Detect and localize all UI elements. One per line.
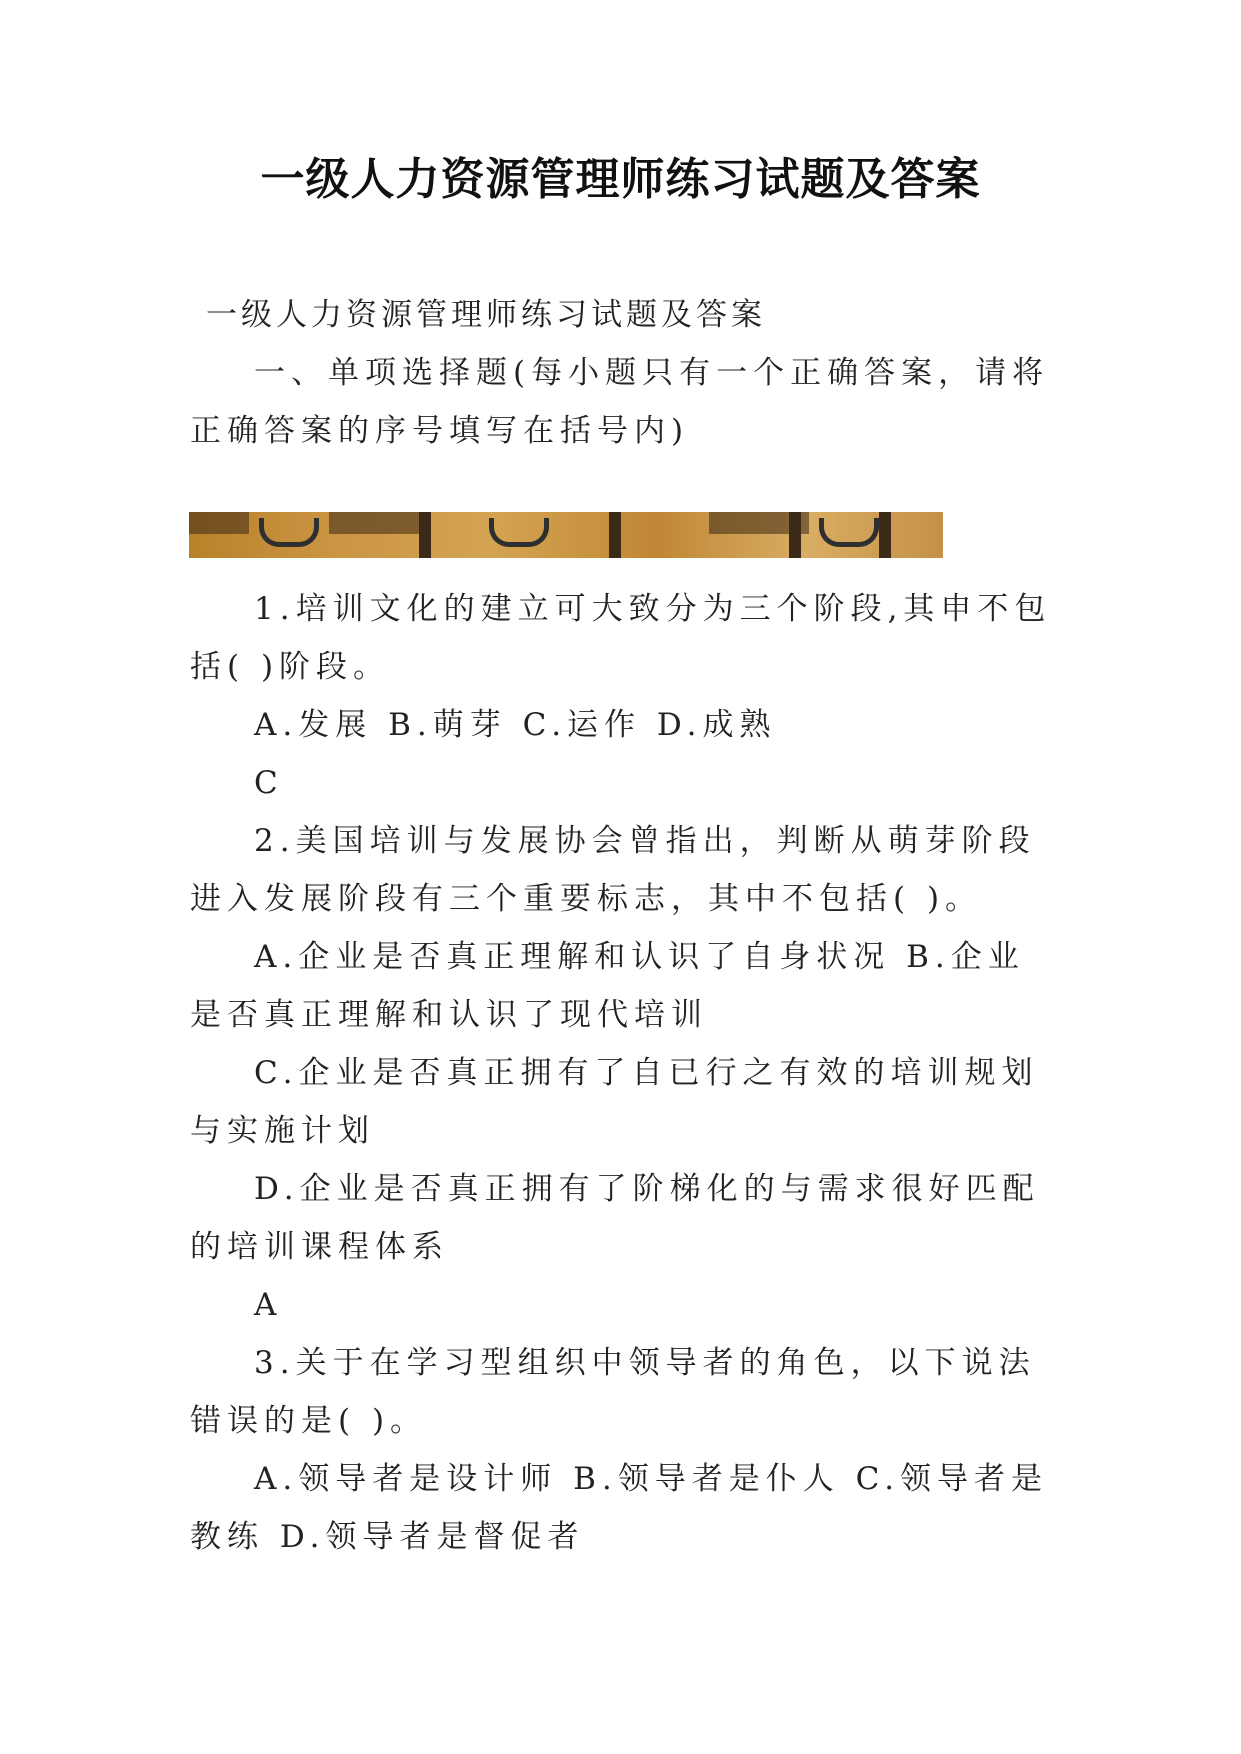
- question-3-options: A.领导者是设计师 B.领导者是仆人 C.领导者是教练 D.领导者是督促者: [190, 1461, 1049, 1555]
- document-title: 一级人力资源管理师练习试题及答案: [260, 154, 981, 205]
- question-2-stem: 2.美国培训与发展协会曾指出，判断从萌芽阶段进入发展阶段有三个重要标志，其中不包括( )。: [190, 823, 1036, 917]
- question-2-answer: A: [254, 1287, 283, 1323]
- banner-image: [189, 512, 943, 558]
- document-subtitle: 一级人力资源管理师练习试题及答案: [206, 297, 766, 333]
- question-2-option-c: C.企业是否真正拥有了自已行之有效的培训规划与实施计划: [190, 1055, 1039, 1149]
- question-3-stem: 3.关于在学习型组织中领导者的角色，以下说法错误的是( )。: [190, 1345, 1036, 1439]
- question-2-option-ab: A.企业是否真正理解和认识了自身状况 B.企业是否真正理解和认识了现代培训: [190, 939, 1025, 1033]
- question-2-option-d: D.企业是否真正拥有了阶梯化的与需求很好匹配的培训课程体系: [190, 1171, 1040, 1265]
- question-1-stem: 1.培训文化的建立可大致分为三个阶段,其申不包括( )阶段。: [190, 591, 1052, 685]
- question-1-answer: C: [254, 765, 284, 801]
- question-1-options: A.发展 B.萌芽 C.运作 D.成熟: [254, 707, 777, 743]
- section-heading: 一、单项选择题(每小题只有一个正确答案，请将正确答案的序号填写在括号内): [190, 355, 1050, 449]
